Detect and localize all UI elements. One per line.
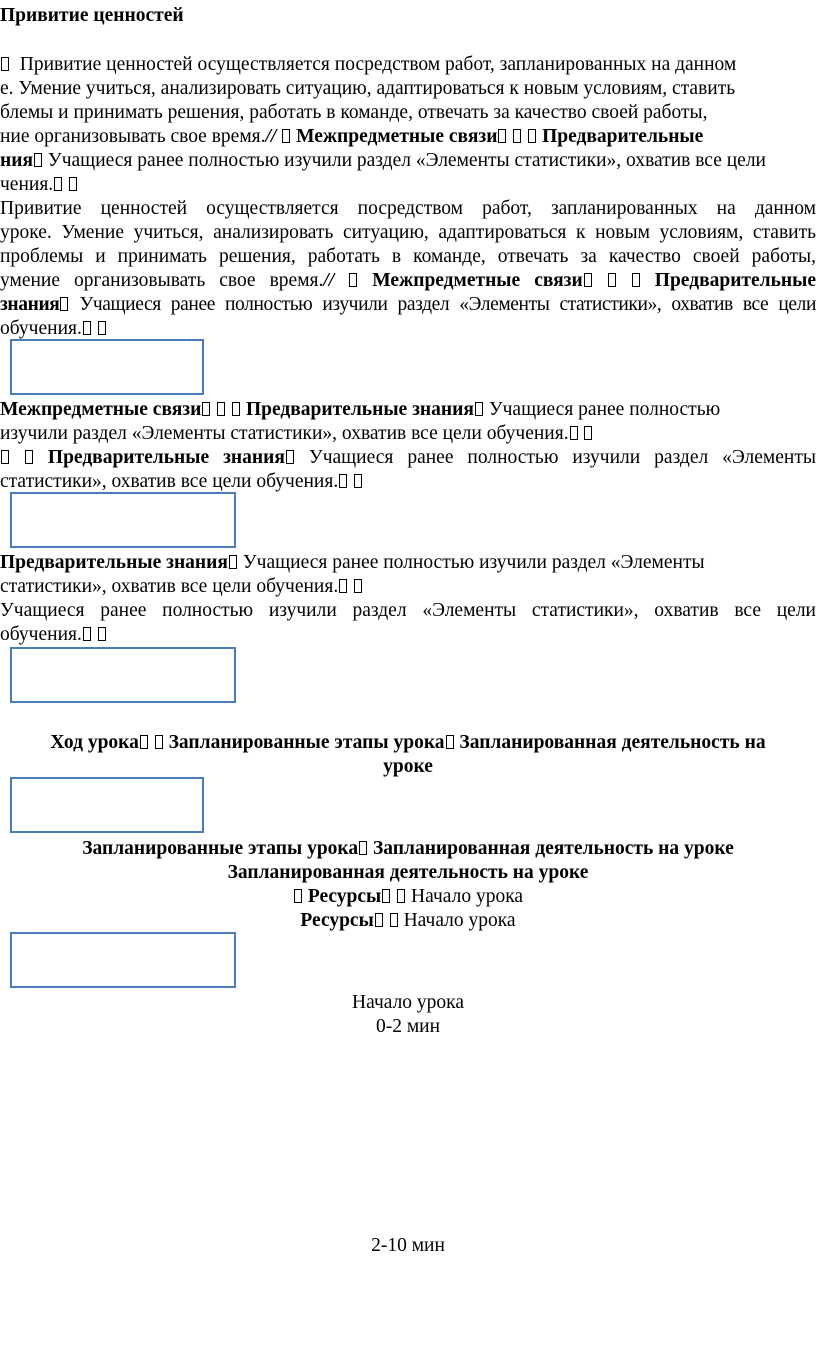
section-heading: Привитие ценностей (0, 5, 184, 26)
placeholder-box (10, 932, 236, 988)
missing-glyph-icon (282, 129, 290, 143)
lesson-stage-time: 2-10 мин (371, 1235, 445, 1256)
placeholder-box (10, 647, 236, 703)
lesson-start-title: Начало урока (351, 992, 465, 1013)
missing-glyph-icon (1, 57, 9, 71)
placeholder-box (10, 777, 204, 833)
placeholder-box (10, 492, 236, 548)
lesson-start-time: 0-2 мин (375, 1016, 441, 1037)
placeholder-box (10, 339, 204, 395)
